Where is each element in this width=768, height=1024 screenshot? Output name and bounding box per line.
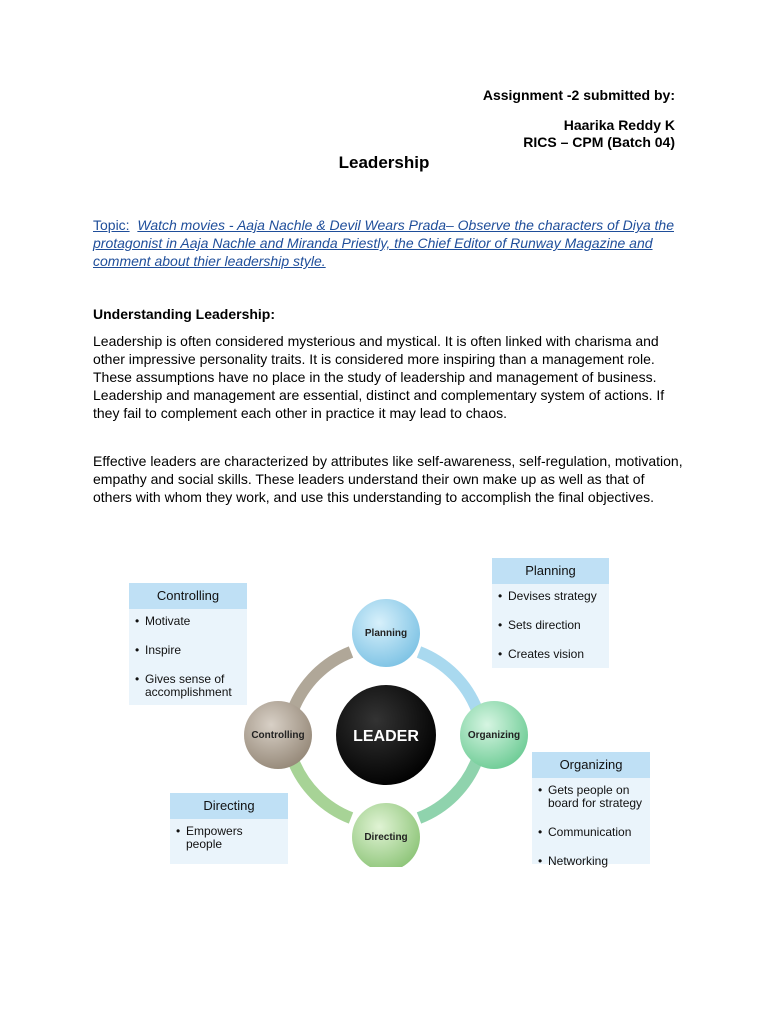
planning-box-title: Planning (492, 558, 609, 584)
planning-item: • Creates vision (498, 648, 603, 661)
directing-item: • Empowers people (176, 825, 282, 851)
organizing-item: • Communication (538, 826, 644, 839)
organizing-box (532, 752, 650, 868)
planning-item: • Devises strategy (498, 590, 603, 603)
controlling-box-title: Controlling (129, 583, 247, 609)
paragraph-2: Effective leaders are characterized by attributes like self-awareness, self-regulation, motivation, empathy and social skills. These leaders understand their own make up as well as that of others with whom they work, and use this understanding to accomplish the final objectives. (93, 453, 683, 505)
controlling-item: • Inspire (135, 644, 241, 657)
directing-box (170, 793, 288, 864)
organizing-item: • Networking (538, 855, 644, 868)
planning-box (492, 558, 609, 668)
organizing-node-label: Organizing (467, 730, 521, 741)
directing-node-label: Directing (364, 832, 408, 843)
topic-label: Topic: (93, 217, 130, 233)
ring-arc-directing-controlling (293, 760, 351, 818)
author-name: Haarika Reddy K (563, 117, 675, 133)
controlling-node-label: Controlling (251, 730, 305, 741)
topic-block (93, 216, 683, 270)
controlling-item: • Gives sense of accomplishment (135, 673, 241, 699)
controlling-box (129, 583, 247, 705)
ring-arc-controlling-planning (293, 652, 351, 710)
organizing-box-title: Organizing (532, 752, 650, 778)
ring-arc-organizing-directing (419, 760, 477, 818)
page-title: Leadership (338, 153, 430, 172)
section-heading: Understanding Leadership: (93, 306, 276, 322)
assignment-line: Assignment -2 submitted by: (482, 87, 675, 103)
directing-box-title: Directing (170, 793, 288, 819)
program-name: RICS – CPM (Batch 04) (523, 134, 675, 150)
planning-item: • Sets direction (498, 619, 603, 632)
ring-arc-planning-organizing (419, 652, 477, 710)
planning-node-label: Planning (364, 628, 408, 639)
topic-text: Watch movies - Aaja Nachle & Devil Wears Prada– Observe the characters of Diya the protagonist in Aaja Nachle and Miranda Priestly, the Chief Editor of Runway Magazine and comment about thier leadership style. (93, 217, 674, 269)
controlling-item: • Motivate (135, 615, 241, 628)
organizing-item: • Gets people on board for strategy (538, 784, 644, 810)
leadership-diagram (125, 555, 655, 867)
leader-label: LEADER (353, 728, 419, 745)
paragraph-1: Leadership is often considered mysterious and mystical. It is often linked with charisma and other impressive personality traits. It is considered more inspiring than a management role. These assumptions have no place in the study of leadership and management of business. Leadership and management are essential, distinct and complementary system of actions. If they fail to complement each other in practice it may lead to chaos. (93, 333, 665, 421)
